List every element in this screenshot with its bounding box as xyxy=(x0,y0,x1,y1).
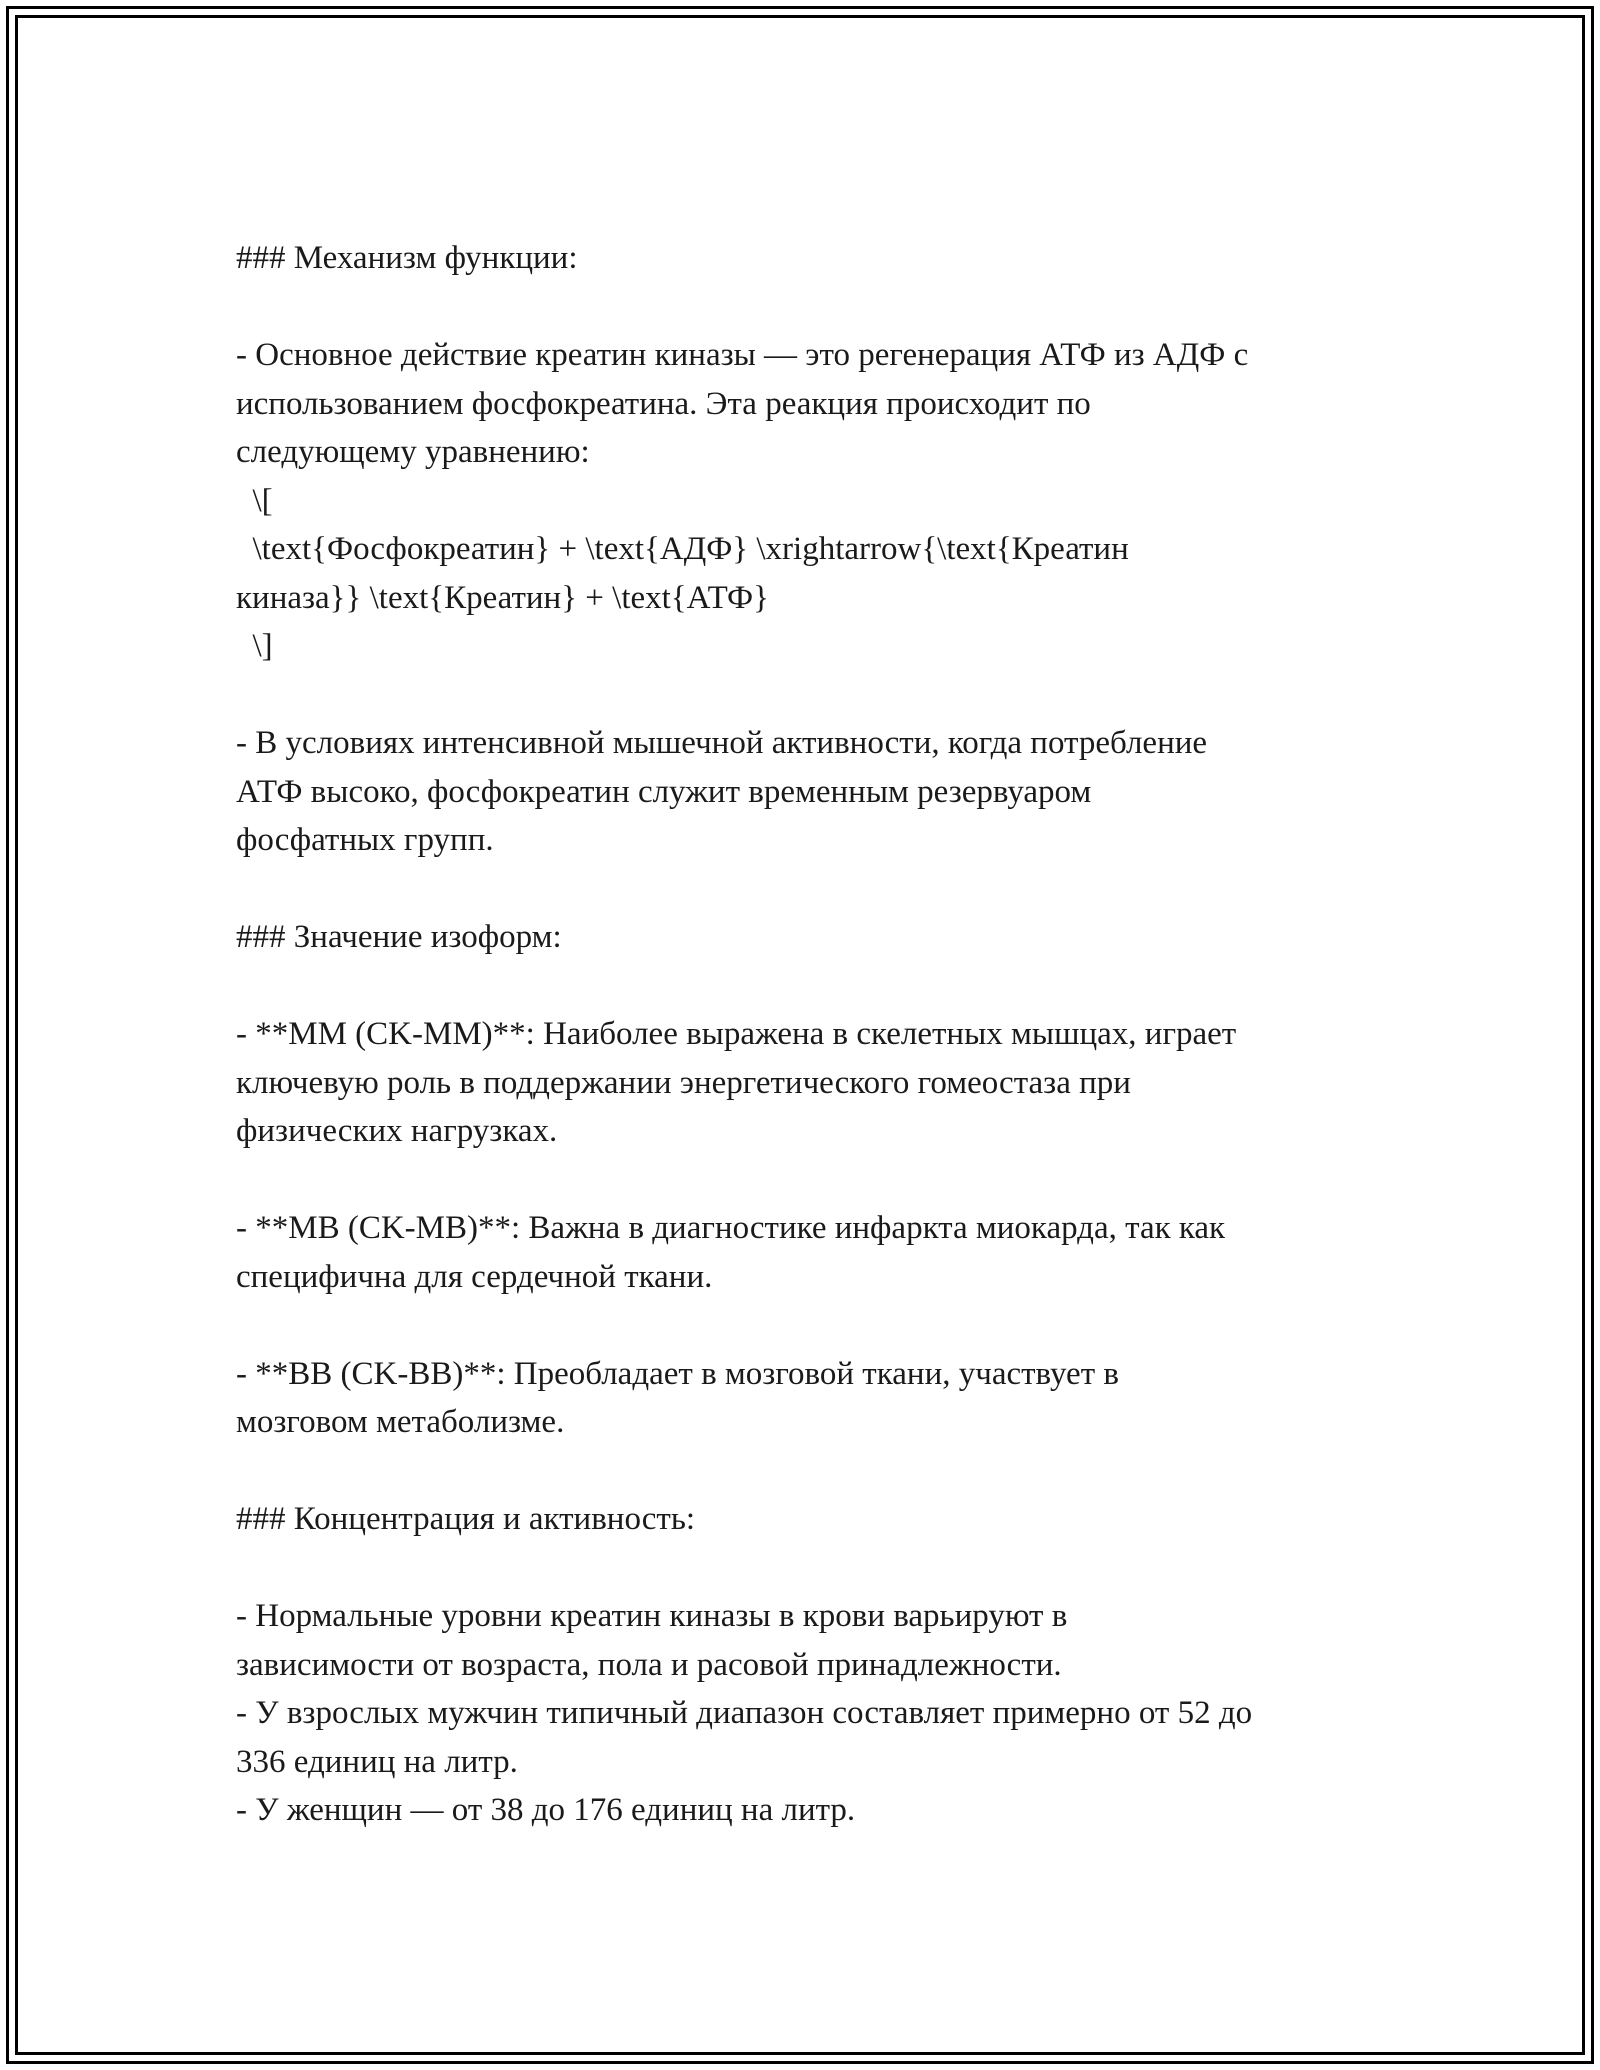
text-line: мозговом метаболизме. xyxy=(236,1404,565,1440)
text-line: использованием фосфокреатина. Эта реакция происходит по xyxy=(236,385,1091,422)
text-line: - У взрослых мужчин типичный диапазон составляет примерно от 52 до xyxy=(236,1695,1253,1731)
blank-line xyxy=(236,962,1376,1011)
text-line: зависимости от возраста, пола и расовой принадлежности. xyxy=(236,1646,1062,1683)
blank-line xyxy=(236,1156,1376,1205)
heading-isoforms: ### Значение изоформ: xyxy=(236,919,562,955)
text-line: - **MM (CK-MM)**: Наиболее выражена в скелетных мышцах, играет xyxy=(236,1016,1237,1052)
text-line: - **MB (CK-MB)**: Важна в диагностике инфаркта миокарда, так как xyxy=(236,1210,1226,1246)
equation-line: киназа}} \text{Креатин} + \text{АТФ} xyxy=(236,579,769,616)
equation-line: \[ xyxy=(236,482,273,519)
blank-line xyxy=(236,1301,1376,1350)
blank-line xyxy=(236,1544,1376,1593)
heading-concentration: ### Концентрация и активность: xyxy=(236,1501,696,1537)
text-line: физических нагрузках. xyxy=(236,1113,558,1149)
document-body xyxy=(236,234,1376,1835)
text-line: - У женщин — от 38 до 176 единиц на литр. xyxy=(236,1792,856,1828)
text-line: специфична для сердечной ткани. xyxy=(236,1258,713,1295)
text-line: АТФ высоко, фосфокреатин служит временным резервуаром xyxy=(236,773,1092,810)
blank-line xyxy=(236,671,1376,720)
text-line: следующему уравнению: xyxy=(236,434,590,470)
blank-line xyxy=(236,283,1376,332)
text-line: 336 единиц на литр. xyxy=(236,1743,518,1780)
text-line: - Основное действие креатин киназы — это регенерация АТФ из АДФ с xyxy=(236,337,1249,373)
text-line: - **BB (CK-BB)**: Преобладает в мозговой ткани, участвует в xyxy=(236,1355,1119,1392)
text-line: фосфатных групп. xyxy=(236,822,494,858)
equation-line: \text{Фосфокреатин} + \text{АДФ} \xrightarrow{\text{Креатин xyxy=(236,531,1129,567)
text-line: - Нормальные уровни креатин киназы в крови варьируют в xyxy=(236,1598,1068,1634)
text-line: - В условиях интенсивной мышечной активности, когда потребление xyxy=(236,725,1208,761)
heading-mechanism: ### Механизм функции: xyxy=(236,240,578,276)
blank-line xyxy=(236,1447,1376,1496)
text-line: ключевую роль в поддержании энергетического гомеостаза при xyxy=(236,1064,1131,1101)
equation-line: \] xyxy=(236,628,273,664)
blank-line xyxy=(236,865,1376,914)
